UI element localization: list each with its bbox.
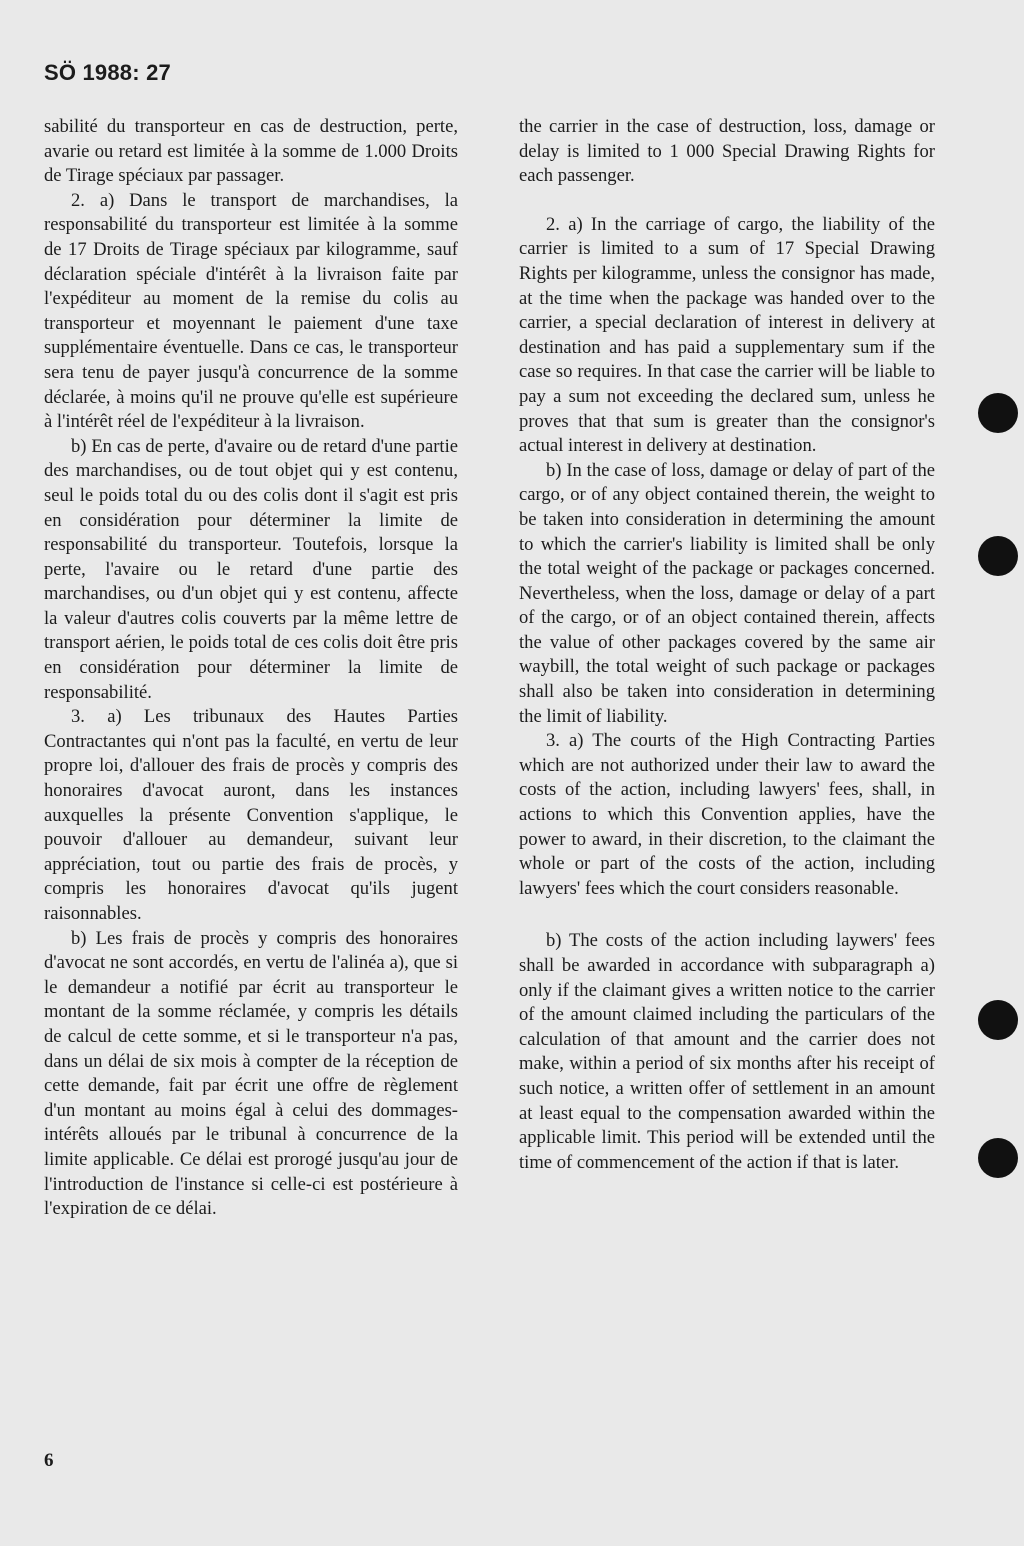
page-header: SÖ 1988: 27 <box>44 60 171 85</box>
french-column <box>44 115 458 1222</box>
fr-paragraph-1-continued: sabilité du transporteur en cas de destruction, perte, avarie ou retard est limitée à la somme de 1.000 Droits de Tirage spéciaux par passager. <box>44 116 458 187</box>
en-paragraph-2a: 2. a) In the carriage of cargo, the liability of the carrier is limited to a sum of 17 Special Drawing Rights per kilogramme, unless the consignor has made, at the time when the package was handed over to the carrier, a special declaration of interest in delivery at destination and has paid a supplementary sum if the case so requires. In that case the carrier will be liable to pay a sum not exceeding the declared sum, unless he proves that that sum is greater than the consignor's actual interest in delivery at destination. <box>519 213 935 457</box>
binding-hole-mark-4 <box>978 1138 1018 1178</box>
fr-paragraph-3a: 3. a) Les tribunaux des Hautes Parties Contractantes qui n'ont pas la faculté, en vertu de leur propre loi, d'allouer des frais de procès y compris des honoraires d'avocat auront, dans les instances auxquelles la présente Convention s'applique, le pouvoir d'allouer au demandeur, suivant leur appréciation, tout ou partie des frais de procès, y compris les honoraires d'avocat qu'ils jugent raisonnables. <box>44 706 458 924</box>
binding-hole-mark-1 <box>978 393 1018 433</box>
binding-hole-mark-2 <box>978 536 1018 576</box>
fr-paragraph-2a: 2. a) Dans le transport de marchandises, la responsabilité du transporteur est limitée à la somme de 17 Droits de Tirage spéciaux par kilogramme, sauf déclaration spéciale d'intérêt à la livraison faite par l'expéditeur au moment de la remise du colis au transporteur et moyennant le paiement d'une taxe supplémentaire éventuelle. Dans ce cas, le transporteur sera tenu de payer jusqu'à concurrence de la somme déclarée, à moins qu'il ne prouve qu'elle est supérieure à l'intérêt réel de l'expéditeur à la livraison. <box>44 189 458 433</box>
english-column <box>519 115 935 1175</box>
fr-paragraph-3b: b) Les frais de procès y compris des honoraires d'avocat ne sont accordés, en vertu de l'alinéa a), que si le demandeur a notifié par écrit au transporteur le montant de la somme réclamée, y compris les détails de calcul de cette somme, et si le transporteur n'a pas, dans un délai de six mois à compter de la réception de cette demande, fait par écrit une offre de règlement d'un montant au moins égal à celui des dommages-intérêts alloués par le tribunal à concurrence de la limite applicable. Ce délai est prorogé jusqu'au jour de l'introduction de l'instance si celle-ci est postérieure à l'expiration de ce délai. <box>44 927 458 1220</box>
fr-paragraph-2b: b) En cas de perte, d'avaire ou de retard d'une partie des marchandises, ou de tout objet qui y est contenu, seul le poids total du ou des colis dont il s'agit est pris en considération pour déterminer la limite de responsabilité du transporteur. Toutefois, lorsque la perte, l'avaire ou le retard d'une partie des marchandises, ou d'un objet qui y est contenu, affecte la valeur d'autres colis couverts par la même lettre de transport aérien, le poids total de ces colis doit être pris en considération pour déterminer la limite de responsabilité. <box>44 435 458 703</box>
binding-hole-mark-3 <box>978 1000 1018 1040</box>
en-paragraph-3a: 3. a) The courts of the High Contracting Parties which are not authorized under their law to award the costs of the action, including lawyers' fees, shall, in actions to which this Convention applies, have the power to award, in their discretion, to the claimant the whole or part of the costs of the action, including lawyers' fees which the court considers reasonable. <box>519 730 935 899</box>
page-number: 6 <box>44 1450 54 1471</box>
en-paragraph-1-continued: the carrier in the case of destruction, loss, damage or delay is limited to 1 000 Special Drawing Rights for each passenger. <box>519 116 935 187</box>
en-paragraph-2b: b) In the case of loss, damage or delay of part of the cargo, or of any object contained therein, the weight to be taken into consideration in determining the amount to which the carrier's liability is limited shall be only the total weight of the package or packages concerned. Nevertheless, when the loss, damage or delay of a part of the cargo, or of an object contained therein, affects the value of other packages covered by the same air waybill, the total weight of such package or packages shall also be taken into consideration in determining the limit of liability. <box>519 459 935 727</box>
en-paragraph-3b: b) The costs of the action including laywers' fees shall be awarded in accordance with subparagraph a) only if the claimant gives a written notice to the carrier of the amount claimed including the particulars of the calculation of that amount and the carrier does not make, within a period of six months after his receipt of such notice, a written offer of settlement in an amount at least equal to the compensation awarded within the applicable limit. This period will be extended until the time of commencement of the action if that is later. <box>519 930 935 1173</box>
